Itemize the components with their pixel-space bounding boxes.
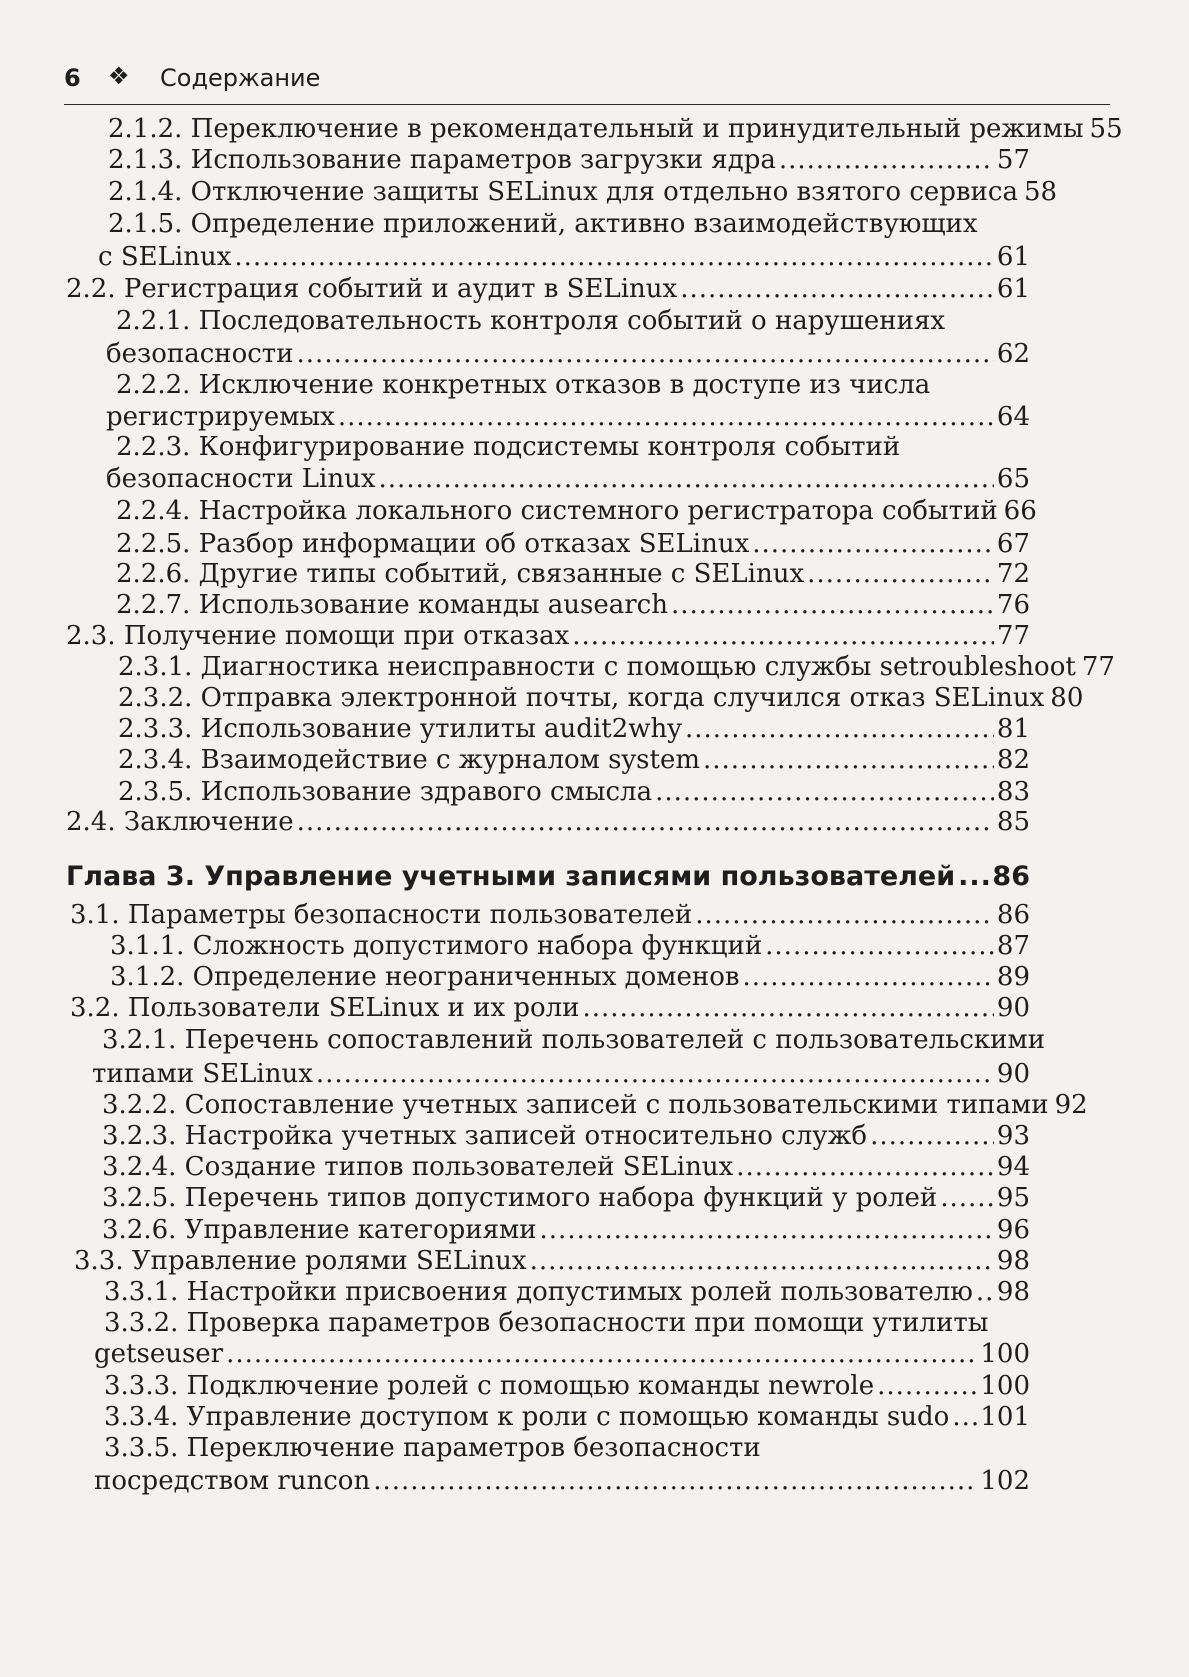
toc-entry-title: 2.4. Заключение: [66, 807, 294, 837]
toc-entry: [118, 650, 1115, 684]
dot-leader: [226, 1337, 977, 1371]
toc-entry-first-line: 2.1.5. Определение приложений, активно взаимодействующих: [108, 209, 978, 239]
toc-entry: [70, 898, 1030, 932]
toc-entry: [70, 991, 1030, 1025]
dot-leader: [743, 960, 994, 994]
dot-leader: [379, 462, 994, 496]
toc-entry-title: безопасности Linux: [106, 464, 376, 494]
toc-page-number: 98: [996, 1246, 1030, 1276]
dot-leader: [530, 1244, 994, 1278]
toc-entry-title: 3.2.4. Создание типов пользователей SELinux: [102, 1152, 734, 1182]
toc-page-number: 86: [992, 861, 1030, 892]
toc-entry-title: 3.2.6. Управление категориями: [102, 1215, 537, 1245]
toc-page-number: 85: [996, 807, 1030, 837]
toc-entry-first-line: 2.2.2. Исключение конкретных отказов в доступе из числа: [116, 370, 931, 400]
toc-entry-title: 2.1.4. Отключение защиты SELinux для отдельно взятого сервиса: [108, 177, 1018, 207]
dot-leader: [338, 400, 994, 434]
toc-entry-title: 3.2.2. Сопоставление учетных записей с пользовательскими типами: [102, 1090, 1049, 1120]
toc-entry: [98, 240, 1030, 274]
dot-leader: [297, 805, 994, 839]
dot-leader: [685, 712, 994, 746]
toc-page-number: 80: [1050, 683, 1084, 713]
toc-entry: [118, 743, 1030, 777]
toc-page-number: 87: [996, 931, 1030, 961]
toc-entry-title: типами SELinux: [92, 1059, 313, 1089]
toc-entry-title: 3.3. Управление ролями SELinux: [74, 1246, 527, 1276]
toc-entry-first-line: 3.3.2. Проверка параметров безопасности при помощи утилиты: [104, 1308, 989, 1338]
toc-entry-title: 2.3.3. Использование утилиты audit2why: [118, 714, 682, 744]
toc-entry: [102, 1119, 1030, 1153]
dot-leader: [976, 1275, 994, 1309]
toc-entry-title: 2.3. Получение помощи при отказах: [66, 621, 570, 651]
chapter-heading-entry: [66, 860, 1030, 894]
toc-page-number: 94: [996, 1152, 1030, 1182]
toc-entry-first-line: 3.3.5. Переключение параметров безопасности: [104, 1433, 761, 1463]
toc-entry-title: 2.2.4. Настройка локального системного регистратора событий: [116, 496, 998, 526]
dot-leader: [703, 743, 994, 777]
toc-page-number: 82: [996, 745, 1030, 775]
toc-page-number: 72: [996, 559, 1030, 589]
toc-entry: [106, 462, 1030, 496]
toc-page-number: 65: [996, 464, 1030, 494]
toc-entry-title: безопасности: [106, 339, 294, 369]
toc-entry-title: 2.3.1. Диагностика неисправности с помощью службы setroubleshoot: [118, 652, 1076, 682]
toc-entry: [66, 805, 1030, 839]
dot-leader: [680, 272, 994, 306]
toc-page-number: 57: [996, 145, 1030, 175]
toc-entry: [110, 929, 1030, 963]
dot-leader: [695, 898, 994, 932]
toc-entry-first-line: 3.2.1. Перечень сопоставлений пользователей с пользовательскими: [102, 1025, 1046, 1055]
toc-entry: [102, 1213, 1030, 1247]
dot-leader: [958, 860, 989, 894]
dot-leader: [671, 588, 994, 622]
toc-page-number: 55: [1089, 114, 1123, 144]
toc-entry: [116, 557, 1030, 591]
toc-page-number: 67: [996, 529, 1030, 559]
toc-entry: [110, 960, 1030, 994]
toc-entry: [94, 1464, 1030, 1498]
dot-leader: [297, 337, 994, 371]
toc-page-number: 83: [996, 777, 1030, 807]
toc-page-number: 77: [1081, 652, 1115, 682]
toc-entry: [102, 1088, 1088, 1122]
toc-page-number: 76: [996, 590, 1030, 620]
toc-entry: [116, 527, 1030, 561]
toc-entry-title: 3.1.2. Определение неограниченных доменов: [110, 962, 740, 992]
toc-entry-title: 2.3.2. Отправка электронной почты, когда случился отказ SELinux: [118, 683, 1045, 713]
toc-page-number: 66: [1003, 496, 1037, 526]
toc-page-number: 100: [980, 1371, 1030, 1401]
toc-page-number: 61: [996, 274, 1030, 304]
toc-entry-title: 3.2.5. Перечень типов допустимого набора функций у ролей: [102, 1183, 938, 1213]
toc-entry-title: посредством runcon: [94, 1466, 371, 1496]
toc-entry: [104, 1369, 1030, 1403]
dot-leader: [234, 240, 994, 274]
toc-entry: [116, 588, 1030, 622]
dot-leader: [870, 1119, 994, 1153]
toc-entry-title: 2.2. Регистрация событий и аудит в SELinux: [66, 274, 678, 304]
dot-leader: [572, 619, 994, 653]
dot-leader: [373, 1464, 977, 1498]
toc-page-number: 95: [996, 1183, 1030, 1213]
dot-leader: [752, 527, 994, 561]
toc-entry-first-line: 2.2.3. Конфигурирование подсистемы контроля событий: [116, 432, 901, 462]
toc-page-number: 93: [996, 1121, 1030, 1151]
toc-entry: [108, 143, 1030, 177]
dot-leader: [540, 1213, 994, 1247]
toc-entry: [118, 712, 1030, 746]
dot-leader: [655, 775, 994, 809]
toc-page-number: 61: [996, 242, 1030, 272]
toc-entry: [116, 494, 1037, 528]
dot-leader: [316, 1057, 994, 1091]
toc-entry-title: 2.3.5. Использование здравого смысла: [118, 777, 653, 807]
toc-entry: [104, 1400, 1030, 1434]
toc-page-number: 77: [996, 621, 1030, 651]
toc-entry: [118, 681, 1084, 715]
toc-entry: [108, 112, 1123, 146]
toc-page-number: 98: [996, 1277, 1030, 1307]
toc-entry-title: 2.1.3. Использование параметров загрузки ядра: [108, 145, 776, 175]
toc-page-number: 58: [1023, 177, 1058, 207]
toc-page-number: 90: [996, 993, 1030, 1023]
toc-entry-title: 3.3.3. Подключение ролей с помощью команды newrole: [104, 1371, 875, 1401]
toc-page-number: 81: [996, 714, 1030, 744]
dot-leader: [736, 1150, 994, 1184]
toc-entry: [104, 1275, 1030, 1309]
toc-entry-title: 3.2. Пользователи SELinux и их роли: [70, 993, 580, 1023]
toc-entry: [92, 1057, 1030, 1091]
toc-page-number: 89: [996, 962, 1030, 992]
toc-entry: [106, 337, 1030, 371]
toc-entry-title: 2.1.2. Переключение в рекомендательный и принудительный режимы: [108, 114, 1084, 144]
toc-entry-title: 2.2.6. Другие типы событий, связанные с SELinux: [116, 559, 805, 589]
toc-entry-title: 2.3.4. Взаимодействие с журналом system: [118, 745, 701, 775]
ornament-icon: ❖: [108, 62, 130, 90]
toc-entry-title: 3.1.1. Сложность допустимого набора функций: [110, 931, 763, 961]
toc-entry-title: 3.1. Параметры безопасности пользователей: [70, 900, 693, 930]
toc-entry-title: регистрируемых: [106, 402, 335, 432]
dot-leader: [940, 1181, 994, 1215]
dot-leader: [779, 143, 994, 177]
dot-leader: [952, 1400, 977, 1434]
toc-page-number: 62: [996, 339, 1030, 369]
toc-page-number: 96: [996, 1215, 1030, 1245]
toc-entry-title: 3.3.1. Настройки присвоения допустимых ролей пользователю: [104, 1277, 973, 1307]
toc-page-number: 86: [996, 900, 1030, 930]
dot-leader: [877, 1369, 977, 1403]
toc-entry: [102, 1181, 1030, 1215]
toc-entry-title: getseuser: [94, 1339, 224, 1369]
toc-entry-title: 3.2.3. Настройка учетных записей относительно служб: [102, 1121, 868, 1151]
toc-entry-first-line: 2.2.1. Последовательность контроля событий о нарушениях: [116, 306, 946, 336]
toc-entry-title: 3.3.4. Управление доступом к роли с помощью команды sudo: [104, 1402, 950, 1432]
toc-entry: [118, 775, 1030, 809]
toc-page-number: 64: [996, 402, 1030, 432]
header-title: Содержание: [160, 64, 321, 92]
page-number: 6: [64, 64, 81, 92]
toc-page-number: 102: [980, 1466, 1030, 1496]
toc-entry: [94, 1337, 1030, 1371]
toc-entry: [106, 400, 1030, 434]
toc-entry-title: Глава 3. Управление учетными записями пользователей: [66, 861, 956, 892]
toc-page-number: 101: [980, 1402, 1030, 1432]
toc-entry-title: с SELinux: [98, 242, 232, 272]
toc-entry-title: 2.2.7. Использование команды ausearch: [116, 590, 668, 620]
toc-entry: [102, 1150, 1030, 1184]
dot-leader: [765, 929, 994, 963]
toc-page-number: 100: [980, 1339, 1030, 1369]
toc-page-number: 90: [996, 1059, 1030, 1089]
toc-entry-title: 2.2.5. Разбор информации об отказах SELinux: [116, 529, 750, 559]
dot-leader: [583, 991, 994, 1025]
toc-entry: [66, 272, 1030, 306]
toc-entry: [108, 175, 1058, 209]
dot-leader: [807, 557, 994, 591]
toc-page-number: 92: [1054, 1090, 1088, 1120]
toc-entry: [66, 619, 1030, 653]
toc-entry: [74, 1244, 1030, 1278]
